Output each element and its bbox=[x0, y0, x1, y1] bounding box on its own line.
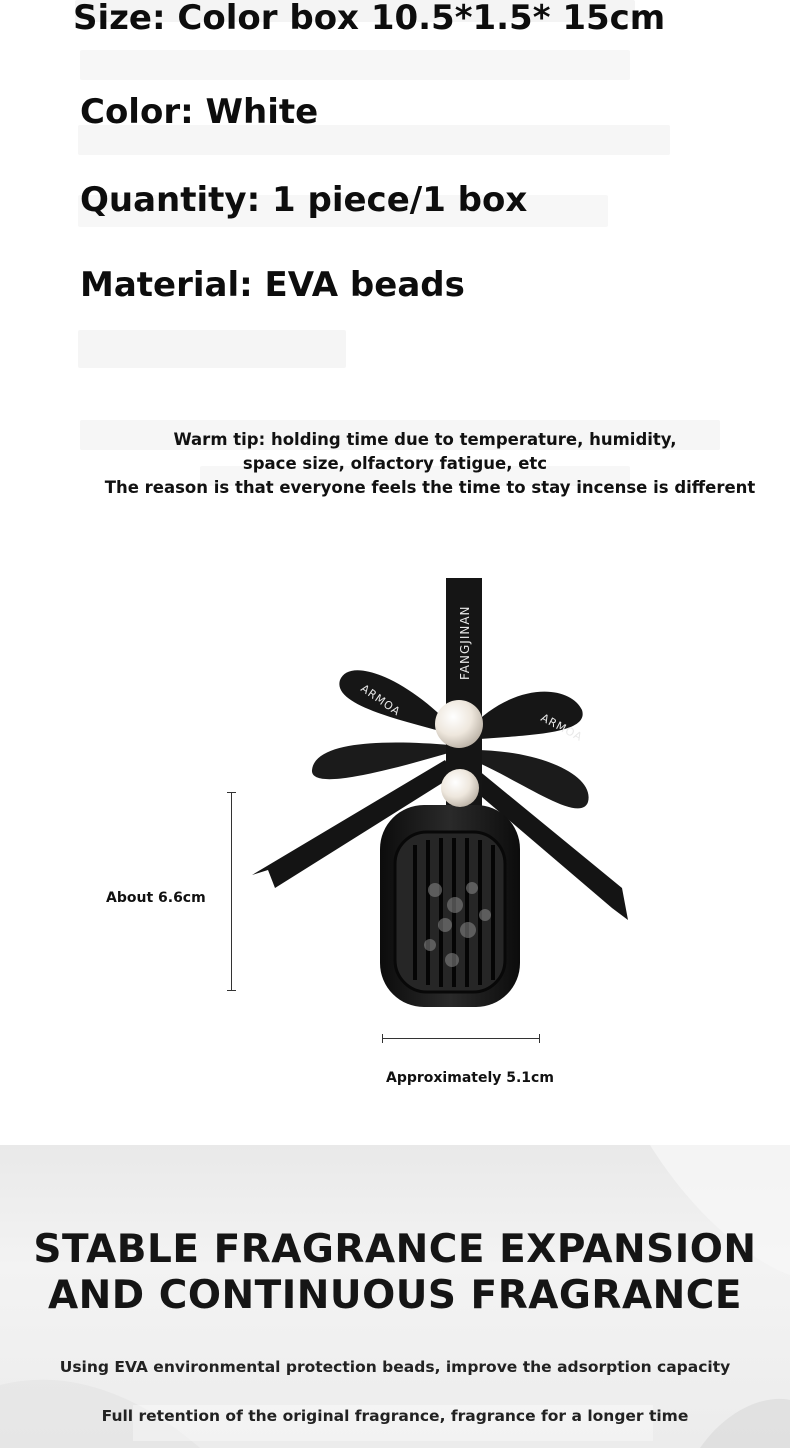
pearl-small bbox=[441, 769, 479, 807]
feature-subtext-1: Using EVA environmental protection beads, improve the adsorption capacity bbox=[59, 1358, 731, 1376]
feature-subtext-2: Full retention of the original fragrance, fragrance for a longer time bbox=[101, 1407, 689, 1425]
height-dimension-line bbox=[231, 792, 232, 990]
spec-material: Material: EVA beads bbox=[80, 265, 465, 305]
headline-line-1: STABLE FRAGRANCE EXPANSION bbox=[33, 1227, 757, 1272]
warm-tip-line-1: Warm tip: holding time due to temperature, humidity, bbox=[173, 430, 677, 449]
spec-color: Color: White bbox=[80, 92, 319, 132]
strap-text: FANGJINAN bbox=[458, 605, 472, 680]
product-illustration bbox=[240, 570, 660, 1010]
feature-section bbox=[0, 1145, 790, 1448]
height-label: About 6.6cm bbox=[106, 890, 206, 906]
headline-line-2: AND CONTINUOUS FRAGRANCE bbox=[47, 1273, 743, 1318]
width-label: Approximately 5.1cm bbox=[386, 1070, 554, 1086]
height-tick-bottom bbox=[227, 990, 236, 991]
spec-shade bbox=[78, 330, 346, 368]
spec-quantity: Quantity: 1 piece/1 box bbox=[80, 180, 528, 220]
warm-tip-line-2: space size, olfactory fatigue, etc bbox=[242, 454, 548, 473]
ribbon-text: ARMOA bbox=[538, 711, 586, 745]
spec-shade bbox=[80, 50, 630, 80]
warm-tip-line-3: The reason is that everyone feels the time to stay incense is different bbox=[104, 478, 756, 497]
width-dimension-line bbox=[382, 1038, 540, 1039]
pearl-large bbox=[435, 700, 483, 748]
width-tick-right bbox=[539, 1034, 540, 1043]
ribbon-text: ARMOA bbox=[358, 681, 404, 719]
spec-size: Size: Color box 10.5*1.5* 15cm bbox=[73, 0, 666, 38]
feature-headline bbox=[0, 1227, 790, 1319]
